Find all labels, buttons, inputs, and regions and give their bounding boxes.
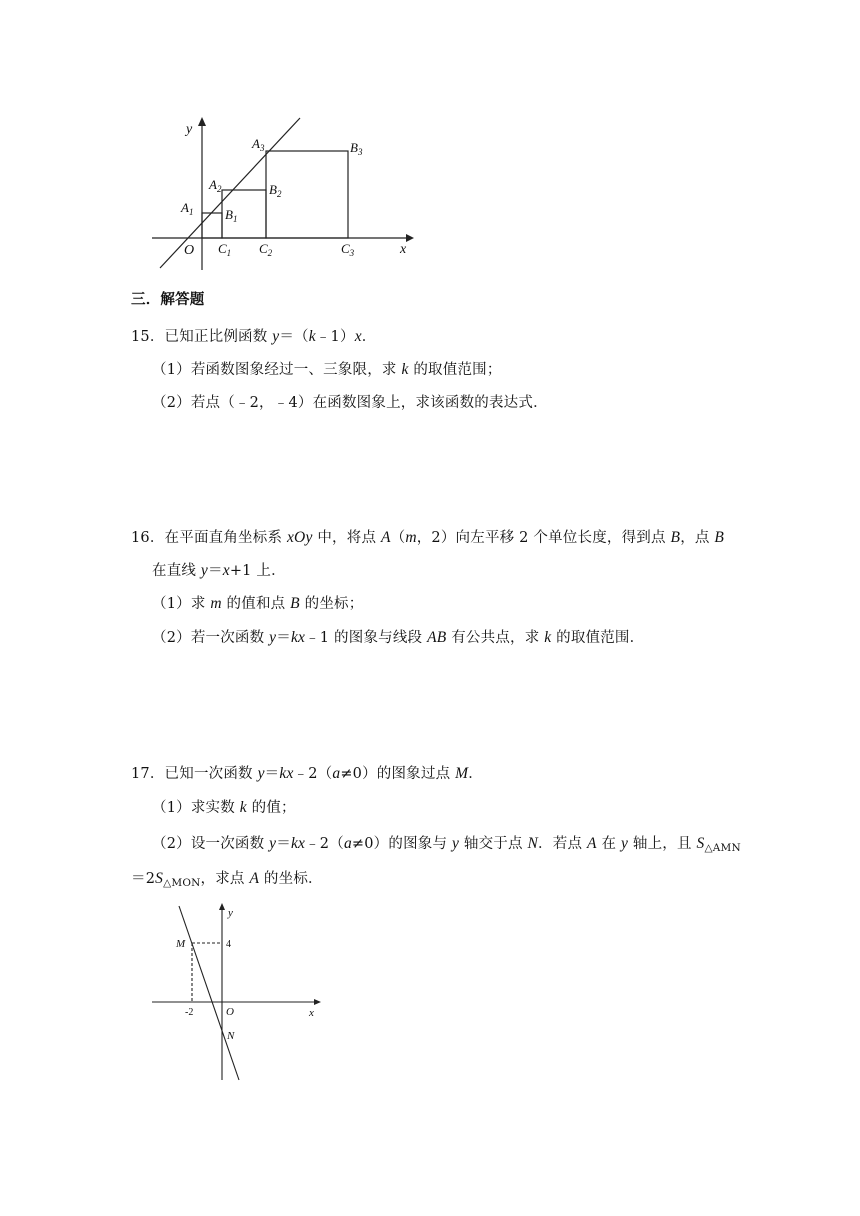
x-axis-arrow <box>314 999 321 1005</box>
q17-part2: （2）设一次函数 y＝kx﹣2（a≠0）的图象与 y 轴交于点 N．若点 A 在 y 轴上，且 $S_{\triangle AMN}$ <box>152 835 741 854</box>
square-1 <box>202 213 222 238</box>
staircase-squares-figure <box>140 112 430 282</box>
linear-function-figure <box>145 900 335 1085</box>
label-c1: $C_1$ <box>218 241 232 258</box>
label-b1: $B_1$ <box>225 207 238 224</box>
point-n-label: N <box>227 1030 235 1042</box>
section-title: 三．解答题 <box>131 291 205 308</box>
y-axis-label: y <box>228 907 233 919</box>
label-a2: $A_2$ <box>209 177 222 194</box>
origin-label: O <box>184 243 195 258</box>
q15-part2: （2）若点（﹣2，﹣4）在函数图象上，求该函数的表达式． <box>152 395 548 411</box>
label-c3: $C_3$ <box>341 241 355 258</box>
function-line <box>179 906 239 1080</box>
q16-part1: （1）求 m 的值和点 B 的坐标； <box>152 595 364 612</box>
q17-part1: （1）求实数 k 的值； <box>152 799 296 816</box>
point-m-label: M <box>176 938 186 950</box>
y-axis-label: y <box>186 122 193 137</box>
origin-label: O <box>226 1006 234 1018</box>
label-a3: $A_3$ <box>252 136 265 153</box>
x-axis-label: x <box>400 242 407 257</box>
q15-part1: （1）若函数图象经过一、三象限，求 k 的取值范围； <box>152 361 502 378</box>
x-axis-arrow <box>406 234 414 242</box>
y-axis-arrow <box>219 903 225 910</box>
label-b3: $B_3$ <box>350 140 363 157</box>
x-axis-label: x <box>309 1007 314 1019</box>
q17-part2-cont: $=2S_{\triangle MON}$，求点 A 的坐标． <box>131 870 323 889</box>
tick-label-neg2: -2 <box>185 1007 194 1018</box>
tick-label-4: 4 <box>226 939 231 950</box>
q16-stem-cont: 在直线 y＝x+1 上． <box>152 562 286 579</box>
label-a1: $A_1$ <box>181 200 194 217</box>
q16-part2: （2）若一次函数 y＝kx﹣1 的图象与线段 AB 有公共点，求 k 的取值范围． <box>152 629 645 646</box>
y-axis-arrow <box>198 117 206 126</box>
q17-stem: 17．已知一次函数 y＝kx﹣2（a≠0）的图象过点 M． <box>131 765 483 782</box>
q15-stem: 15．已知正比例函数 y＝（k﹣1）x． <box>131 328 377 345</box>
q16-stem: 16．在平面直角坐标系 xOy 中，将点 A（m，2）向左平移 2 个单位长度，得到点 B，点 B <box>131 529 725 546</box>
label-c2: $C_2$ <box>259 241 273 258</box>
label-b2: $B_2$ <box>269 182 282 199</box>
